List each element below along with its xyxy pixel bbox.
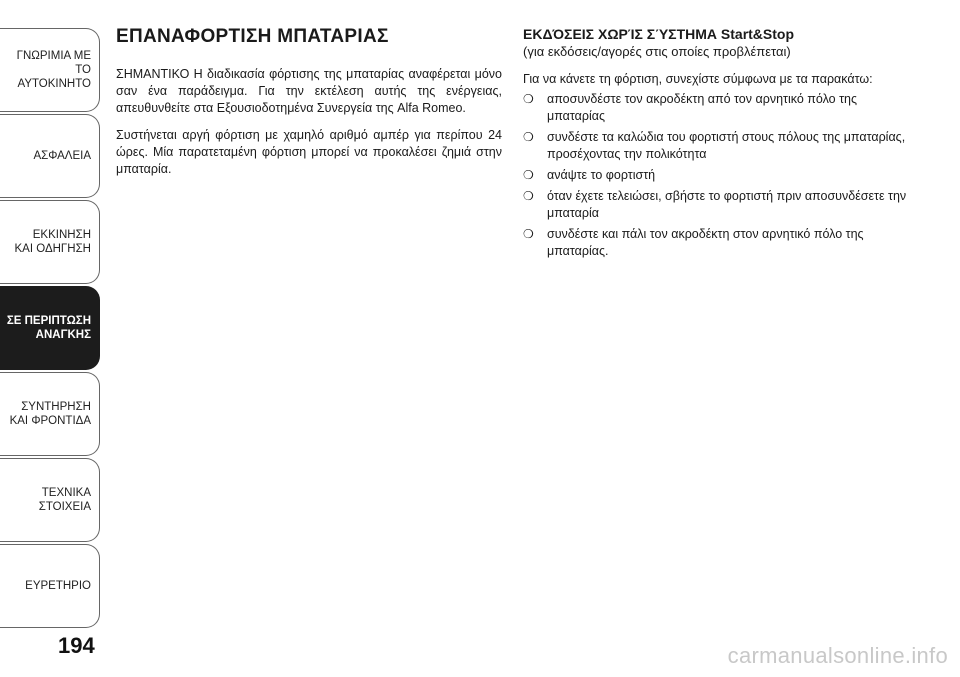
list-item xyxy=(523,91,911,125)
list-item xyxy=(523,167,911,184)
tab-safety[interactable]: ΑΣΦΑΛΕΙΑ xyxy=(0,114,100,198)
step-text: αποσυνδέστε τον ακροδέκτη από τον αρνητικό πόλο της μπαταρίας xyxy=(547,92,857,123)
tab-maintenance-care[interactable]: ΣΥΝΤΗΡΗΣΗ ΚΑΙ ΦΡΟΝΤΙΔΑ xyxy=(0,372,100,456)
list-item xyxy=(523,226,911,260)
tab-index[interactable]: ΕΥΡΕΤΗΡΙΟ xyxy=(0,544,100,628)
battery-recharge-section xyxy=(116,26,502,188)
page-number: 194 xyxy=(58,633,95,658)
step-text: συνδέστε τα καλώδια του φορτιστή στους πόλους της μπαταρίας, προσέχοντας την πολικότητα xyxy=(547,130,906,161)
tab-getting-to-know-car[interactable]: ΓΝΩΡΙΜΙΑ ΜΕ ΤΟ ΑΥΤΟΚΙΝΗΤΟ xyxy=(0,28,100,112)
step-text: ανάψτε το φορτιστή xyxy=(547,168,656,182)
step-text: συνδέστε και πάλι τον ακροδέκτη στον αρνητικό πόλο της μπαταρίας. xyxy=(547,227,864,258)
list-item xyxy=(523,188,911,222)
subsection-note: (για εκδόσεις/αγορές στις οποίες προβλέπεται) xyxy=(523,44,791,59)
no-start-stop-section xyxy=(523,26,911,264)
bullet-circle-icon: ❍ xyxy=(523,227,534,241)
watermark: carmanualsonline.info xyxy=(727,643,948,668)
procedure-intro: Για να κάνετε τη φόρτιση, συνεχίστε σύμφωνα με τα παρακάτω: xyxy=(523,72,873,86)
bullet-circle-icon: ❍ xyxy=(523,189,534,203)
subsection-title: ΕΚΔΌΣΕΙΣ ΧΩΡΊΣ ΣΎΣΤΗΜΑ Start&Stop xyxy=(523,26,795,42)
step-text: όταν έχετε τελειώσει, σβήστε το φορτιστή πριν αποσυνδέσετε την μπαταρία xyxy=(547,189,907,220)
charging-recommendation: Συστήνεται αργή φόρτιση με χαμηλό αριθμό αμπέρ για περίπου 24 ώρες. Μία παρατεταμένη φόρτιση μπορεί να προκαλέσει ζημιά στην μπαταρία. xyxy=(116,128,502,176)
bullet-circle-icon: ❍ xyxy=(523,168,534,182)
tab-in-emergency[interactable]: ΣΕ ΠΕΡΙΠΤΩΣΗ ΑΝΑΓΚΗΣ xyxy=(0,286,100,370)
bullet-circle-icon: ❍ xyxy=(523,92,534,106)
section-title: ΕΠΑΝΑΦΟΡΤΙΣΗ ΜΠΑΤΑΡΙΑΣ xyxy=(116,26,389,47)
tab-technical-data[interactable]: ΤΕΧΝΙΚΑ ΣΤΟΙΧΕΙΑ xyxy=(0,458,100,542)
important-note: ΣΗΜΑΝΤΙΚΟ Η διαδικασία φόρτισης της μπαταρίας αναφέρεται μόνο σαν ένα παράδειγμα. Για την εκτέλεση αυτής της ενέργειας, απευθυνθείτε στα Εξουσιοδοτημένα Συνεργεία της Alfa Romeo. xyxy=(116,67,502,115)
procedure-steps xyxy=(523,91,911,260)
list-item xyxy=(523,129,911,163)
bullet-circle-icon: ❍ xyxy=(523,130,534,144)
tab-starting-driving[interactable]: ΕΚΚΙΝΗΣΗ ΚΑΙ ΟΔΗΓΗΣΗ xyxy=(0,200,100,284)
